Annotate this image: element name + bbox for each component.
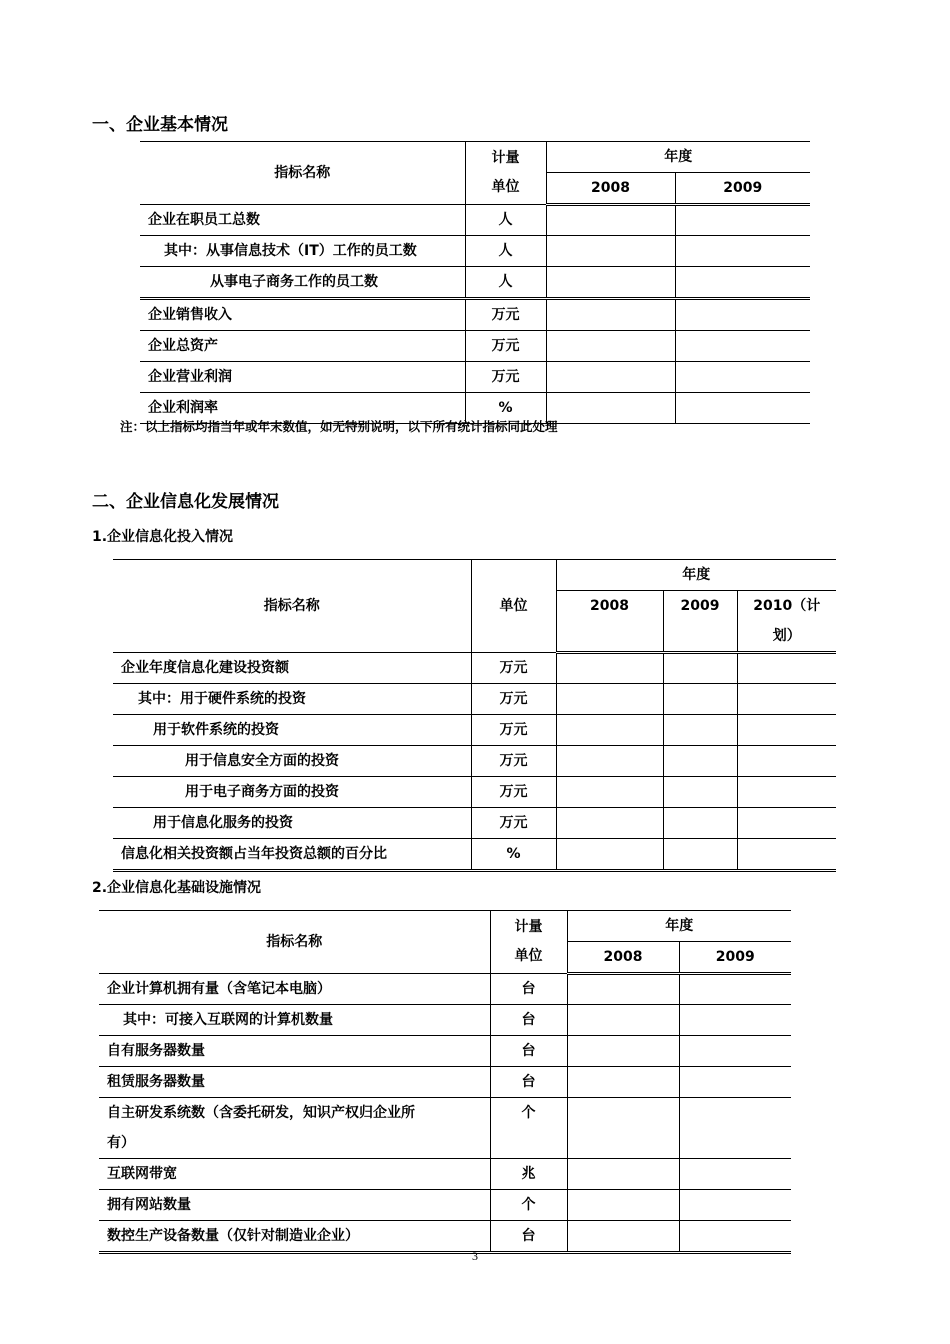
input-cell[interactable] [675,267,810,299]
row-name: 企业营业利润 [140,362,465,393]
header-indicator-name: 指标名称 [140,142,465,205]
row-name [99,1098,490,1159]
section2-title: 二、企业信息化发展情况 [92,492,279,512]
input-cell[interactable] [675,331,810,362]
row-name: 租赁服务器数量 [99,1067,490,1098]
row-name: 自有服务器数量 [99,1036,490,1067]
input-cell[interactable] [679,1067,791,1098]
input-cell[interactable] [663,684,737,715]
row-unit: 万元 [471,653,556,684]
input-cell[interactable] [675,299,810,331]
row-name: 其中：用于硬件系统的投资 [113,684,471,715]
header-year-2009: 2009 [663,591,737,653]
input-cell[interactable] [567,1005,679,1036]
input-cell[interactable] [737,746,836,777]
input-cell[interactable] [737,808,836,839]
row-name: 企业总资产 [140,331,465,362]
subsection1-title: 1.企业信息化投入情况 [92,529,234,545]
header-unit-line2: 单位 [491,179,520,195]
header-unit-line1: 计量 [491,150,520,166]
input-cell[interactable] [546,205,675,236]
row-unit: 台 [490,1036,567,1067]
row-name: 拥有网站数量 [99,1190,490,1221]
input-cell[interactable] [663,653,737,684]
row-unit: 台 [490,1005,567,1036]
row-unit: 台 [490,1221,567,1253]
row-name-line2: 有） [107,1135,135,1151]
row-name: 用于电子商务方面的投资 [113,777,471,808]
row-name: 企业利润率 [140,393,465,424]
input-cell[interactable] [546,393,675,424]
header-year-2010-line2: 划） [772,628,801,644]
header-year: 年度 [567,911,791,942]
row-name-line1: 自主研发系统数（含委托研发，知识产权归企业所 [107,1105,415,1121]
row-name: 从事电子商务工作的员工数 [140,267,465,299]
input-cell[interactable] [675,362,810,393]
table-note: 注：以上指标均指当年或年末数值，如无特别说明，以下所有统计指标同此处理 [120,419,558,434]
input-cell[interactable] [663,808,737,839]
input-cell[interactable] [663,746,737,777]
row-unit: 万元 [465,362,546,393]
input-cell[interactable] [556,653,663,684]
input-cell[interactable] [679,1005,791,1036]
row-unit: 人 [465,236,546,267]
row-unit: % [471,839,556,871]
header-year-2008: 2008 [567,942,679,974]
row-unit: 万元 [471,777,556,808]
input-cell[interactable] [556,715,663,746]
header-year: 年度 [546,142,810,173]
section1-title: 一、企业基本情况 [92,115,228,135]
input-cell[interactable] [567,1067,679,1098]
row-unit: 万元 [471,715,556,746]
basic-info-table [140,141,810,424]
subsection2-title: 2.企业信息化基础设施情况 [92,880,262,896]
row-unit: 人 [465,205,546,236]
row-name: 用于软件系统的投资 [113,715,471,746]
input-cell[interactable] [567,1036,679,1067]
input-cell[interactable] [567,1098,679,1159]
header-year: 年度 [556,560,836,591]
row-unit: 个 [490,1098,567,1159]
row-unit: 个 [490,1190,567,1221]
input-cell[interactable] [679,974,791,1005]
input-cell[interactable] [567,1190,679,1221]
header-year-2008: 2008 [546,173,675,205]
input-cell[interactable] [679,1190,791,1221]
input-cell[interactable] [556,839,663,871]
input-cell[interactable] [546,331,675,362]
input-cell[interactable] [675,236,810,267]
input-cell[interactable] [679,1098,791,1159]
input-cell[interactable] [556,746,663,777]
infrastructure-table [99,910,791,1254]
row-unit: 万元 [471,808,556,839]
input-cell[interactable] [737,684,836,715]
input-cell[interactable] [556,808,663,839]
input-cell[interactable] [663,839,737,871]
row-unit: 万元 [465,299,546,331]
header-year-2010-line1: 2010（计 [753,598,821,614]
input-cell[interactable] [679,1159,791,1190]
row-unit: 万元 [465,331,546,362]
input-cell[interactable] [556,684,663,715]
row-name: 用于信息化服务的投资 [113,808,471,839]
input-cell[interactable] [663,777,737,808]
input-cell[interactable] [567,974,679,1005]
header-indicator-name: 指标名称 [113,560,471,653]
input-cell[interactable] [546,362,675,393]
row-name: 企业在职员工总数 [140,205,465,236]
input-cell[interactable] [679,1036,791,1067]
input-cell[interactable] [737,839,836,871]
row-unit: 兆 [490,1159,567,1190]
row-unit: % [465,393,546,424]
header-unit-line1: 计量 [514,919,543,935]
header-year-2009: 2009 [679,942,791,974]
row-unit: 万元 [471,746,556,777]
header-indicator-name: 指标名称 [99,911,490,974]
header-year-2008: 2008 [556,591,663,653]
row-name: 数控生产设备数量（仅针对制造业企业） [99,1221,490,1253]
row-name: 企业销售收入 [140,299,465,331]
input-cell[interactable] [546,299,675,331]
header-unit [465,142,546,205]
header-unit [490,911,567,974]
investment-table [113,559,836,872]
row-unit: 台 [490,974,567,1005]
header-year-2009: 2009 [675,173,810,205]
row-name: 企业计算机拥有量（含笔记本电脑） [99,974,490,1005]
input-cell[interactable] [675,393,810,424]
input-cell[interactable] [546,267,675,299]
input-cell[interactable] [675,205,810,236]
row-name: 用于信息安全方面的投资 [113,746,471,777]
input-cell[interactable] [737,653,836,684]
input-cell[interactable] [567,1221,679,1253]
input-cell[interactable] [567,1159,679,1190]
page-number: 3 [472,1249,478,1263]
row-name: 互联网带宽 [99,1159,490,1190]
row-unit: 台 [490,1067,567,1098]
row-name: 企业年度信息化建设投资额 [113,653,471,684]
header-unit-line2: 单位 [514,948,543,964]
input-cell[interactable] [546,236,675,267]
header-unit: 单位 [471,560,556,653]
row-name: 信息化相关投资额占当年投资总额的百分比 [113,839,471,871]
row-name: 其中：可接入互联网的计算机数量 [99,1005,490,1036]
input-cell[interactable] [679,1221,791,1253]
input-cell[interactable] [737,715,836,746]
row-name: 其中：从事信息技术（IT）工作的员工数 [140,236,465,267]
input-cell[interactable] [737,777,836,808]
input-cell[interactable] [663,715,737,746]
row-unit: 万元 [471,684,556,715]
row-unit: 人 [465,267,546,299]
input-cell[interactable] [556,777,663,808]
header-year-2010-plan [737,591,836,653]
